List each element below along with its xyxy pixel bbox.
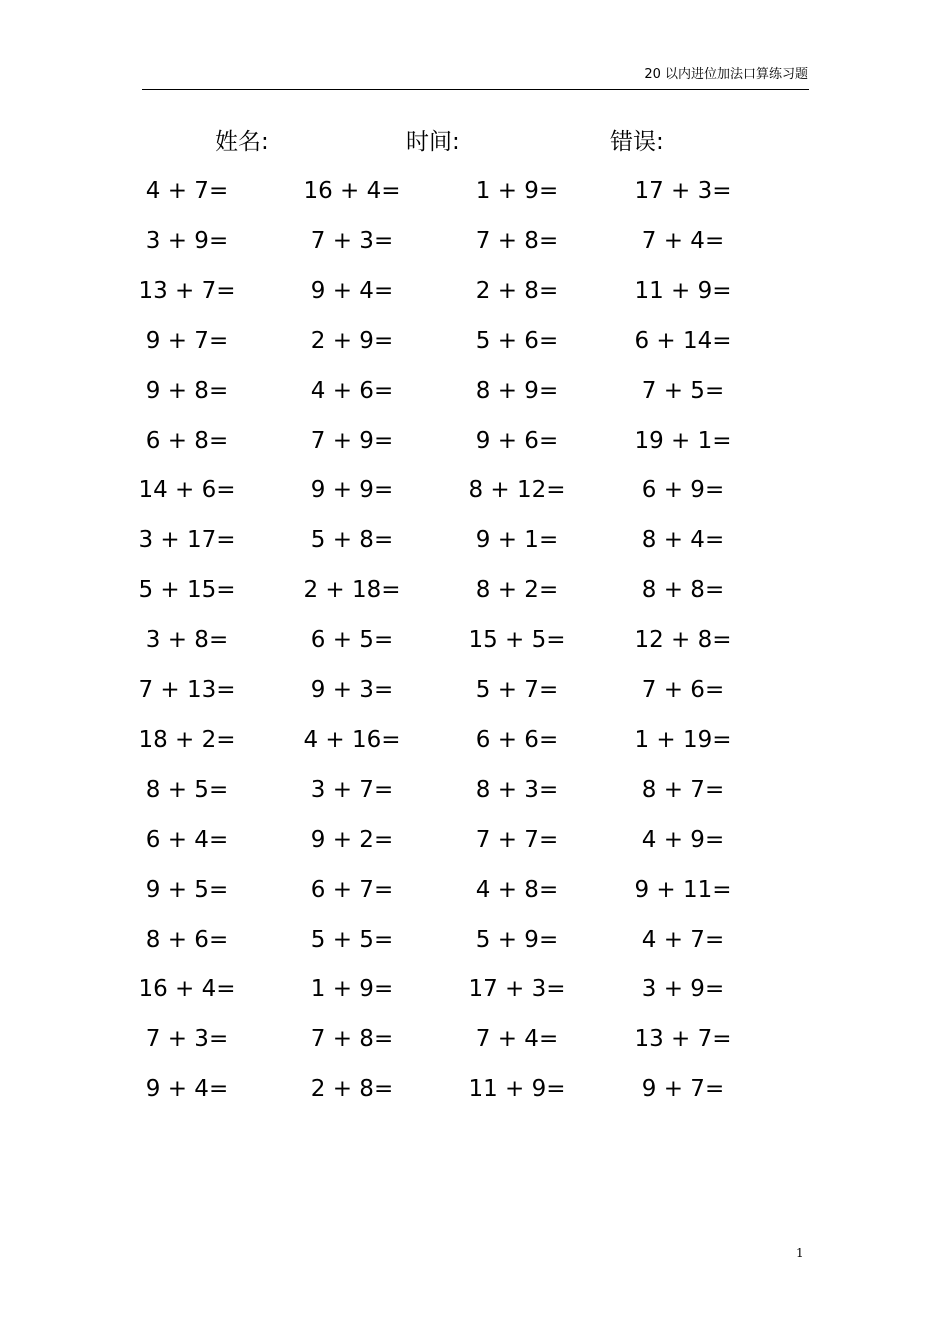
arithmetic-problem: 11 + 9= [468, 1076, 566, 1102]
arithmetic-problem: 6 + 5= [310, 627, 394, 653]
arithmetic-problem: 17 + 3= [468, 976, 566, 1002]
arithmetic-problem: 6 + 9= [641, 477, 725, 503]
arithmetic-problem: 5 + 6= [475, 328, 559, 354]
time-label: 时间: [406, 129, 460, 155]
arithmetic-problem: 9 + 6= [475, 428, 559, 454]
arithmetic-problem: 4 + 7= [641, 927, 725, 953]
arithmetic-problem: 19 + 1= [634, 428, 732, 454]
arithmetic-problem: 1 + 9= [310, 976, 394, 1002]
arithmetic-problem: 6 + 4= [145, 827, 229, 853]
arithmetic-problem: 1 + 19= [634, 727, 732, 753]
arithmetic-problem: 11 + 9= [634, 278, 732, 304]
arithmetic-problem: 2 + 8= [475, 278, 559, 304]
arithmetic-problem: 5 + 5= [310, 927, 394, 953]
arithmetic-problem: 9 + 4= [145, 1076, 229, 1102]
arithmetic-problem: 5 + 15= [138, 577, 236, 603]
arithmetic-problem: 5 + 8= [310, 527, 394, 553]
arithmetic-problem: 8 + 12= [468, 477, 566, 503]
arithmetic-problem: 14 + 6= [138, 477, 236, 503]
arithmetic-problem: 1 + 9= [475, 178, 559, 204]
arithmetic-problem: 9 + 5= [145, 877, 229, 903]
arithmetic-problem: 6 + 14= [634, 328, 732, 354]
arithmetic-problem: 7 + 9= [310, 428, 394, 454]
arithmetic-problem: 8 + 4= [641, 527, 725, 553]
arithmetic-problem: 7 + 3= [145, 1026, 229, 1052]
arithmetic-problem: 12 + 8= [634, 627, 732, 653]
arithmetic-problem: 4 + 9= [641, 827, 725, 853]
arithmetic-problem: 9 + 3= [310, 677, 394, 703]
arithmetic-problem: 18 + 2= [138, 727, 236, 753]
arithmetic-problem: 4 + 16= [303, 727, 401, 753]
arithmetic-problem: 5 + 7= [475, 677, 559, 703]
arithmetic-problem: 16 + 4= [138, 976, 236, 1002]
errors-label: 错误: [610, 129, 664, 155]
arithmetic-problem: 4 + 6= [310, 378, 394, 404]
arithmetic-problem: 13 + 7= [634, 1026, 732, 1052]
arithmetic-problem: 5 + 9= [475, 927, 559, 953]
arithmetic-problem: 7 + 4= [641, 228, 725, 254]
arithmetic-problem: 9 + 11= [634, 877, 732, 903]
name-label: 姓名: [215, 129, 269, 155]
arithmetic-problem: 8 + 2= [475, 577, 559, 603]
arithmetic-problem: 7 + 4= [475, 1026, 559, 1052]
arithmetic-problem: 7 + 8= [475, 228, 559, 254]
arithmetic-problem: 9 + 8= [145, 378, 229, 404]
arithmetic-problem: 3 + 8= [145, 627, 229, 653]
arithmetic-problem: 3 + 17= [138, 527, 236, 553]
arithmetic-problem: 8 + 6= [145, 927, 229, 953]
arithmetic-problem: 7 + 3= [310, 228, 394, 254]
page-number: 1 [796, 1246, 804, 1260]
arithmetic-problem: 9 + 9= [310, 477, 394, 503]
arithmetic-problem: 6 + 6= [475, 727, 559, 753]
arithmetic-problem: 7 + 7= [475, 827, 559, 853]
arithmetic-problem: 8 + 3= [475, 777, 559, 803]
arithmetic-problem: 2 + 8= [310, 1076, 394, 1102]
arithmetic-problem: 3 + 9= [641, 976, 725, 1002]
arithmetic-problem: 3 + 9= [145, 228, 229, 254]
arithmetic-problem: 8 + 5= [145, 777, 229, 803]
arithmetic-problem: 4 + 8= [475, 877, 559, 903]
arithmetic-problem: 9 + 4= [310, 278, 394, 304]
arithmetic-problem: 9 + 2= [310, 827, 394, 853]
arithmetic-problem: 9 + 1= [475, 527, 559, 553]
arithmetic-problem: 7 + 5= [641, 378, 725, 404]
arithmetic-problem: 8 + 7= [641, 777, 725, 803]
arithmetic-problem: 6 + 8= [145, 428, 229, 454]
arithmetic-problem: 15 + 5= [468, 627, 566, 653]
arithmetic-problem: 8 + 9= [475, 378, 559, 404]
header-title: 20 以内进位加法口算练习题 [644, 67, 808, 82]
arithmetic-problem: 4 + 7= [145, 178, 229, 204]
arithmetic-problem: 2 + 9= [310, 328, 394, 354]
arithmetic-problem: 13 + 7= [138, 278, 236, 304]
arithmetic-problem: 16 + 4= [303, 178, 401, 204]
arithmetic-problem: 7 + 13= [138, 677, 236, 703]
arithmetic-problem: 7 + 6= [641, 677, 725, 703]
arithmetic-problem: 8 + 8= [641, 577, 725, 603]
arithmetic-problem: 7 + 8= [310, 1026, 394, 1052]
arithmetic-problem: 17 + 3= [634, 178, 732, 204]
arithmetic-problem: 9 + 7= [641, 1076, 725, 1102]
arithmetic-problem: 6 + 7= [310, 877, 394, 903]
arithmetic-problem: 2 + 18= [303, 577, 401, 603]
arithmetic-problem: 3 + 7= [310, 777, 394, 803]
arithmetic-problem: 9 + 7= [145, 328, 229, 354]
